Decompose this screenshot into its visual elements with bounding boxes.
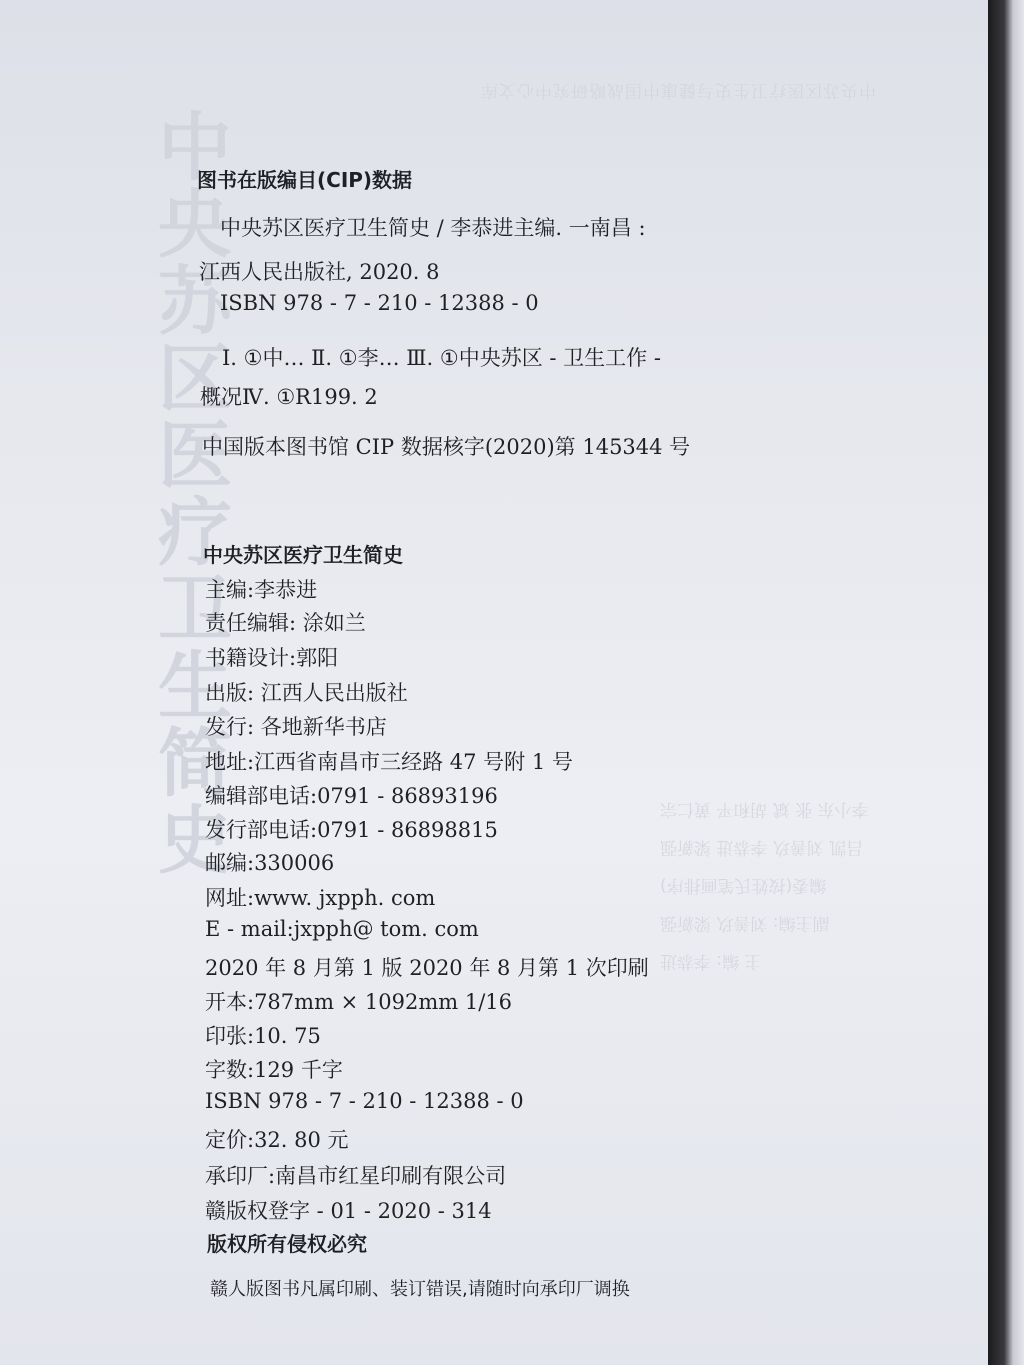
printed-sheets: 印张:10. 75 xyxy=(205,1024,321,1048)
show-through-list-line: 李小东 张 斌 胡和平 黄仁宗 xyxy=(660,799,869,819)
show-through-char: 简 xyxy=(158,720,232,807)
format-size: 开本:787mm × 1092mm 1/16 xyxy=(205,990,513,1014)
book-designer: 书籍设计:郭阳 xyxy=(205,646,339,670)
show-through-char: 医 xyxy=(158,412,232,499)
cip-line: 江西人民出版社, 2020. 8 xyxy=(199,260,440,284)
email: E - mail:jxpph@ tom. com xyxy=(205,917,479,941)
cip-line: 概况Ⅳ. ①R199. 2 xyxy=(200,385,378,409)
publisher: 出版: 江西人民出版社 xyxy=(205,681,408,705)
show-through-list-line: 副主编: 刘善玖 梁新强 xyxy=(660,913,830,933)
cip-verification: 中国版本图书馆 CIP 数据核字(2020)第 145344 号 xyxy=(202,435,691,459)
distributor: 发行: 各地新华书店 xyxy=(205,715,387,739)
show-through-list xyxy=(660,790,960,980)
show-through-char: 中 xyxy=(158,105,232,191)
edition-printing: 2020 年 8 月第 1 版 2020 年 8 月第 1 次印刷 xyxy=(205,956,649,980)
postal-code: 邮编:330006 xyxy=(205,851,335,875)
word-count: 字数:129 千字 xyxy=(205,1058,343,1082)
show-through-char: 疗 xyxy=(158,489,232,576)
printer: 承印厂:南昌市红星印刷有限公司 xyxy=(205,1164,507,1188)
replacement-notice: 赣人版图书凡属印刷、装订错误,请随时向承印厂调换 xyxy=(210,1279,630,1300)
website: 网址:www. jxpph. com xyxy=(205,886,436,910)
show-through-char: 史 xyxy=(158,797,232,884)
book-title: 中央苏区医疗卫生简史 xyxy=(203,543,403,567)
chief-editor: 主编:李恭进 xyxy=(205,578,318,602)
address: 地址:江西省南昌市三经路 47 号附 1 号 xyxy=(205,750,573,774)
editorial-phone: 编辑部电话:0791 - 86893196 xyxy=(205,784,498,808)
show-through-header: 中央苏区医疗卫生史与健康中国战略研究中心文库 xyxy=(480,80,876,100)
show-through-list-line: 吕凯 刘善玖 李恭进 梁新强 xyxy=(660,837,864,857)
isbn: ISBN 978 - 7 - 210 - 12388 - 0 xyxy=(205,1089,524,1113)
distribution-phone: 发行部电话:0791 - 86898815 xyxy=(205,818,498,842)
cip-isbn: ISBN 978 - 7 - 210 - 12388 - 0 xyxy=(220,291,539,315)
show-through-char: 区 xyxy=(158,335,232,422)
price: 定价:32. 80 元 xyxy=(205,1128,349,1152)
show-through-char: 央 xyxy=(158,181,232,268)
show-through-list-line: 编委(按姓氏笔画排序) xyxy=(660,875,827,895)
show-through-char: 卫 xyxy=(158,566,232,653)
cip-classification: Ⅰ. ①中… Ⅱ. ①李… Ⅲ. ①中央苏区 - 卫生工作 - xyxy=(222,346,661,370)
cip-line: 中央苏区医疗卫生简史 / 李恭进主编. 一南昌 : xyxy=(220,216,646,240)
copyright-registration: 赣版权登字 - 01 - 2020 - 314 xyxy=(205,1199,492,1223)
cip-heading: 图书在版编目(CIP)数据 xyxy=(197,168,413,192)
responsible-editor: 责任编辑: 涂如兰 xyxy=(205,611,366,635)
show-through-list-line: 主 编: 李恭进 xyxy=(660,951,762,971)
show-through-char: 苏 xyxy=(158,258,232,345)
show-through-char: 生 xyxy=(158,643,232,730)
next-page-edge xyxy=(988,0,1024,1365)
rights-reserved: 版权所有侵权必究 xyxy=(207,1232,367,1256)
